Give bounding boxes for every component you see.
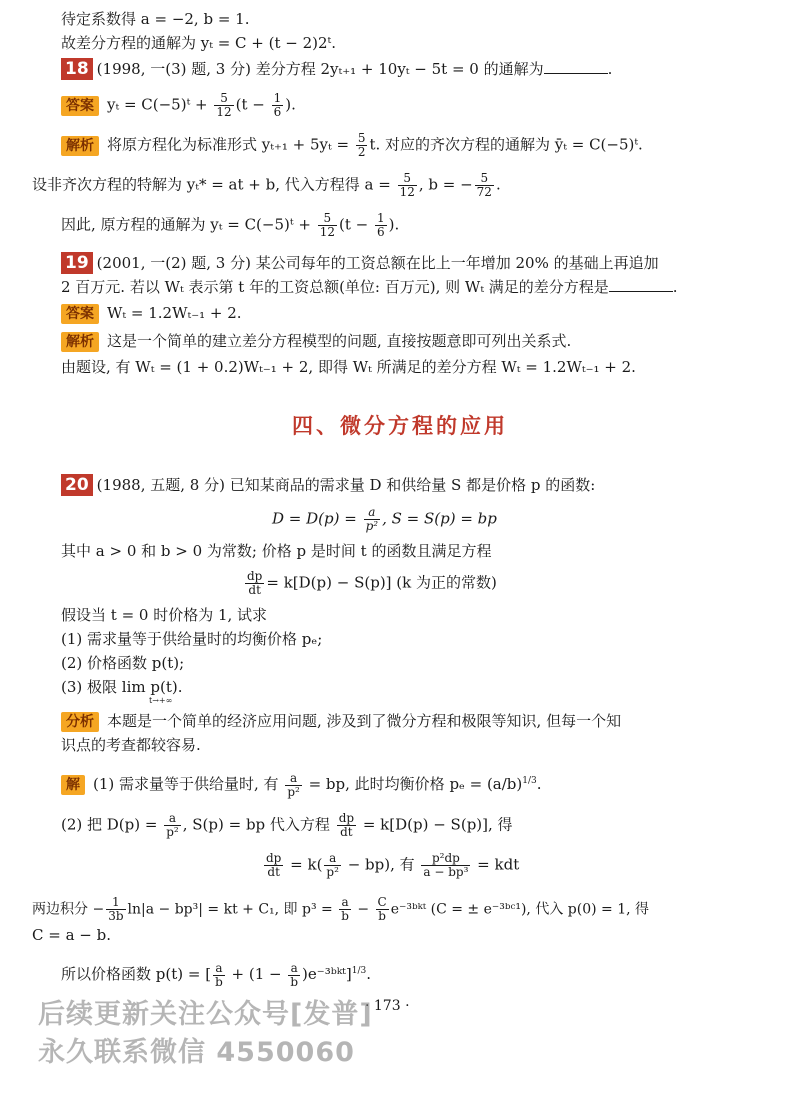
answer-text: (t − (235, 95, 270, 114)
solution-text: , b = − (418, 175, 473, 194)
text-line: 假设当 t = 0 时价格为 1, 试求 (61, 606, 268, 624)
fraction: $\frac{dp}{dt}$ (247, 569, 263, 597)
integration-line: 两边积分 − $\frac{1}{3b}$ ln|a − bp³| = kt + C₁, 即 p³ = $\frac{a}{b}$ − $\frac{C}{b}$ e⁻³ᵇᵏᵗ (C = ± e⁻³ᵇᶜ¹), 代入 p(0) = 1, 得 (32, 895, 650, 923)
fraction: $\frac{5}{12}$ (216, 91, 232, 119)
solution-text: (t − (338, 215, 373, 234)
fraction: $\frac{5}{12}$ (399, 171, 415, 199)
problem-18: 18 (1998, 一(3) 题, 3 分) 差分方程 2yₜ₊₁ + 10yₜ − 5t = 0 的通解为 . (61, 58, 612, 80)
solution-20-step1: 解 (1) 需求量等于供给量时, 有 $\frac{a}{\text{p²}}$ = bp, 此时均衡价格 $p_e = (a/b)^{1/3}$. (61, 770, 542, 799)
analysis-20 (61, 710, 621, 732)
solution-tag: 解析 (61, 136, 99, 156)
equation: D = D(p) = $\frac{a}{\text{p²}}$ , S = S(p) = bp (272, 505, 497, 533)
answer-blank (544, 59, 608, 74)
answer-text: Wₜ = 1.2Wₜ₋₁ + 2. (107, 304, 242, 322)
solution-text: 设非齐次方程的特解为 yₜ* = at + b, 代入方程得 a = (32, 175, 396, 194)
solution-20-step2: (2) 把 D(p) = $\frac{a}{\text{p²}}$ , S(p) = bp 代入方程 $\frac{dp}{dt}$ = k[D(p) − S(p)], 得 (61, 811, 513, 839)
solution-text: 这是一个简单的建立差分方程模型的问题, 直接按题意即可列出关系式. (107, 332, 572, 350)
solution-19-final: 由题设, 有 Wₜ = (1 + 0.2)Wₜ₋₁ + 2, 即得 Wₜ 所满足的差分方程 Wₜ = 1.2Wₜ₋₁ + 2. (61, 358, 636, 376)
problem-number-badge: 19 (61, 252, 93, 274)
fraction: $\frac{dp}{dt}$ (338, 811, 355, 839)
answer-tag: 答案 (61, 304, 99, 324)
solution-18 (61, 132, 643, 159)
fraction: $\frac{dp}{dt}$ (266, 851, 282, 879)
problem-number-badge: 18 (61, 58, 93, 80)
solution-20-final: 所以价格函数 p(t) = [ $\frac{a}{b}$ + (1 − $\frac{a}{b}$ )e⁻³ᵇᵏᵗ]$^{1/3}$. (61, 960, 371, 989)
watermark-line-1: 后续更新关注公众号[发普] (38, 999, 373, 1030)
question-2: (2) 价格函数 p(t); (61, 654, 185, 672)
fraction: $\frac{a}{b}$ (341, 895, 349, 923)
solution-18-final: 因此, 原方程的通解为 yₜ = C(−5)ᵗ + $\frac{5}{12}$ (t − $\frac{1}{6}$ ). (61, 211, 400, 239)
answer-19 (61, 302, 242, 324)
fraction: $\frac{a}{\text{p²}}$ (287, 770, 300, 799)
fraction: $\frac{a}{\text{p²}}$ (166, 811, 179, 839)
text-line: 故差分方程的通解为 yₜ = C + (t − 2)2ᵗ. (61, 34, 337, 52)
fraction: $\frac{1}{3b}$ (108, 895, 124, 923)
answer-18: 答案 yₜ = C(−5)ᵗ + $\frac{5}{12}$ (t − $\frac{1}{6}$ ). (61, 92, 296, 119)
watermark-line-2: 永久联系微信 4550060 (38, 1037, 355, 1068)
problem-text: (2001, 一(2) 题, 3 分) 某公司每年的工资总额在比上一年增加 20% 的基础上再追加 (96, 254, 659, 272)
fraction: $\frac{\text{p²dp}}{\text{a − bp³}}$ (423, 851, 469, 879)
question-1: (1) 需求量等于供给量时的均衡价格 pₑ; (61, 630, 323, 648)
fraction: $\frac{C}{b}$ (377, 895, 387, 923)
limit-subscript: t→+∞ (149, 696, 173, 705)
fraction: $\frac{1}{6}$ (273, 91, 282, 119)
answer-text: yₜ = C(−5)ᵗ + (107, 95, 213, 114)
equation: $\frac{dp}{dt}$ = k( $\frac{a}{\text{p²}}$ − bp), 有 $\frac{\text{p²dp}}{\text{a − bp³}}$ = kdt (266, 851, 520, 879)
solve-tag: 解 (61, 775, 85, 795)
question-3: (3) 极限 lim p(t). t→+∞ (61, 676, 182, 698)
fraction: $\frac{1}{6}$ (376, 211, 385, 239)
fraction: $\frac{a}{\text{p²}}$ (326, 851, 339, 879)
problem-number-badge: 20 (61, 474, 93, 496)
problem-19 (61, 252, 659, 274)
solution-18-cont: 设非齐次方程的特解为 yₜ* = at + b, 代入方程得 a = $\frac{5}{12}$ , b = − $\frac{5}{72}$ . (32, 171, 501, 199)
analysis-20-cont: 识点的考查都较容易. (61, 736, 201, 754)
exponent: 1/3 (351, 966, 367, 976)
fraction: $\frac{5}{12}$ (319, 211, 335, 239)
section-title: 四、微分方程的应用 (292, 414, 508, 438)
fraction: $\frac{5}{72}$ (476, 171, 492, 199)
problem-19-cont: 2 百万元. 若以 Wₜ 表示第 t 年的工资总额(单位: 百万元), 则 Wₜ 满足的差分方程是 . (61, 278, 678, 296)
problem-20 (61, 474, 595, 496)
page-number: · 173 · (365, 998, 410, 1014)
problem-text: (1988, 五题, 8 分) 已知某商品的需求量 D 和供给量 S 都是价格 p 的函数: (96, 476, 596, 494)
exponent: 1/3 (522, 776, 537, 786)
answer-tag: 答案 (61, 96, 99, 116)
analysis-text: 本题是一个简单的经济应用问题, 涉及到了微分方程和极限等知识, 但每一个知 (107, 712, 622, 730)
analysis-tag: 分析 (61, 712, 99, 732)
fraction: $\frac{a}{b}$ (290, 960, 299, 989)
solution-tag: 解析 (61, 332, 99, 352)
solution-text: t. 对应的齐次方程的通解为 ȳₜ = C(−5)ᵗ. (369, 135, 643, 154)
fraction: $\frac{5}{2}$ (357, 131, 366, 159)
text-line: C = a − b. (32, 926, 111, 944)
problem-text: 2 百万元. 若以 Wₜ 表示第 t 年的工资总额(单位: 百万元), 则 Wₜ 满足的差分方程是 (61, 278, 609, 296)
problem-text: (1998, 一(3) 题, 3 分) 差分方程 2yₜ₊₁ + 10yₜ − 5t = 0 的通解为 (96, 60, 544, 78)
answer-blank (609, 277, 673, 292)
solution-19 (61, 330, 571, 352)
fraction: $\frac{a}{b}$ (215, 960, 223, 989)
solution-text: 因此, 原方程的通解为 yₜ = C(−5)ᵗ + (61, 215, 316, 234)
fraction: $\frac{a}{\text{p²}}$ (365, 505, 379, 533)
text-line: 其中 a > 0 和 b > 0 为常数; 价格 p 是时间 t 的函数且满足方程 (61, 542, 492, 560)
solution-text: 将原方程化为标准形式 yₜ₊₁ + 5yₜ = (107, 135, 354, 154)
equation: $\frac{dp}{dt}$ = k[D(p) − S(p)] (k 为正的常数) (247, 569, 497, 597)
text-line: 待定系数得 a = −2, b = 1. (61, 10, 250, 28)
